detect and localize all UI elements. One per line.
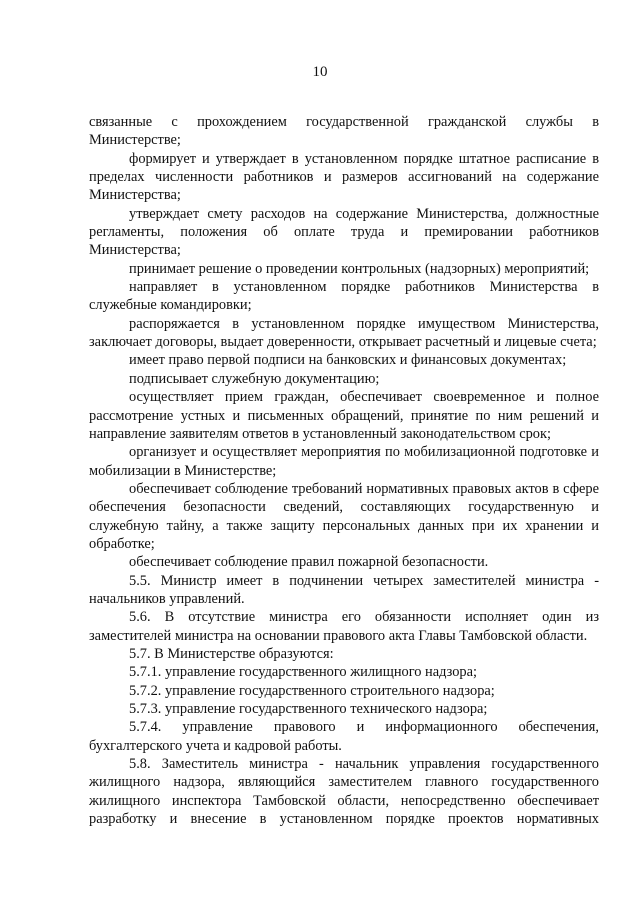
- paragraph-5-5: 5.5. Министр имеет в подчинении четырех заместителей министра - начальников управлений.: [89, 572, 599, 607]
- paragraph-budget-estimate: утверждает смету расходов на содержание Министерства, должностные регламенты, положения об оплате труда и премировании работников Министерства;: [89, 205, 599, 259]
- paragraph-property-management: распоряжается в установленном порядке имуществом Министерства, заключает договоры, выдает доверенности, открывает расчетный и лицевые счета;: [89, 315, 599, 351]
- paragraph-signature-right: имеет право первой подписи на банковских и финансовых документах;: [129, 352, 567, 369]
- document-body: [89, 113, 599, 828]
- paragraph-continuation: связанные с прохождением государственной гражданской службы в Министерстве;: [89, 114, 599, 149]
- paragraph-sign-documents: подписывает служебную документацию;: [129, 370, 380, 387]
- page-number: 10: [312, 64, 328, 80]
- paragraph-citizen-reception: осуществляет прием граждан, обеспечивает своевременное и полное рассмотрение устных и письменных обращений, принятие по ним решений и направление заявителям ответов в установленный законодательством срок;: [89, 389, 599, 442]
- paragraph-5-8: 5.8. Заместитель министра - начальник управления государственного жилищного надзора, являющийся заместителем главного государственного жилищного инспектора Тамбовской области, непосредственно обеспечивает разработку и внесение в установленном порядке проектов нормативных: [89, 756, 599, 828]
- paragraph-business-trips: направляет в установленном порядке работников Министерства в служебные командировки;: [89, 279, 599, 314]
- paragraph-control-measures: принимает решение о проведении контрольных (надзорных) мероприятий;: [129, 260, 590, 277]
- paragraph-information-security: обеспечивает соблюдение требований нормативных правовых актов в сфере обеспечения безопасности сведений, составляющих государственную и служебную тайну, а также защиту персональных данных при их хранении и обработке;: [89, 480, 599, 552]
- paragraph-5-7: 5.7. В Министерстве образуются:: [129, 645, 334, 662]
- paragraph-5-7-2: 5.7.2. управление государственного строительного надзора;: [129, 682, 495, 699]
- paragraph-fire-safety: обеспечивает соблюдение правил пожарной безопасности.: [129, 554, 489, 571]
- paragraph-5-6: 5.6. В отсутствие министра его обязанности исполняет один из заместителей министра на основании правового акта Главы Тамбовской области.: [89, 609, 599, 644]
- paragraph-mobilization: организует и осуществляет мероприятия по мобилизационной подготовке и мобилизации в Министерстве;: [89, 444, 599, 479]
- paragraph-5-7-3: 5.7.3. управление государственного технического надзора;: [129, 701, 488, 717]
- paragraph-5-7-4: 5.7.4. управление правового и информационного обеспечения, бухгалтерского учета и кадровой работы.: [89, 719, 599, 754]
- paragraph-staff-schedule: формирует и утверждает в установленном порядке штатное расписание в пределах численности работников и размеров ассигнований на содержание Министерства;: [89, 150, 599, 204]
- paragraph-5-7-1: 5.7.1. управление государственного жилищного надзора;: [129, 664, 478, 681]
